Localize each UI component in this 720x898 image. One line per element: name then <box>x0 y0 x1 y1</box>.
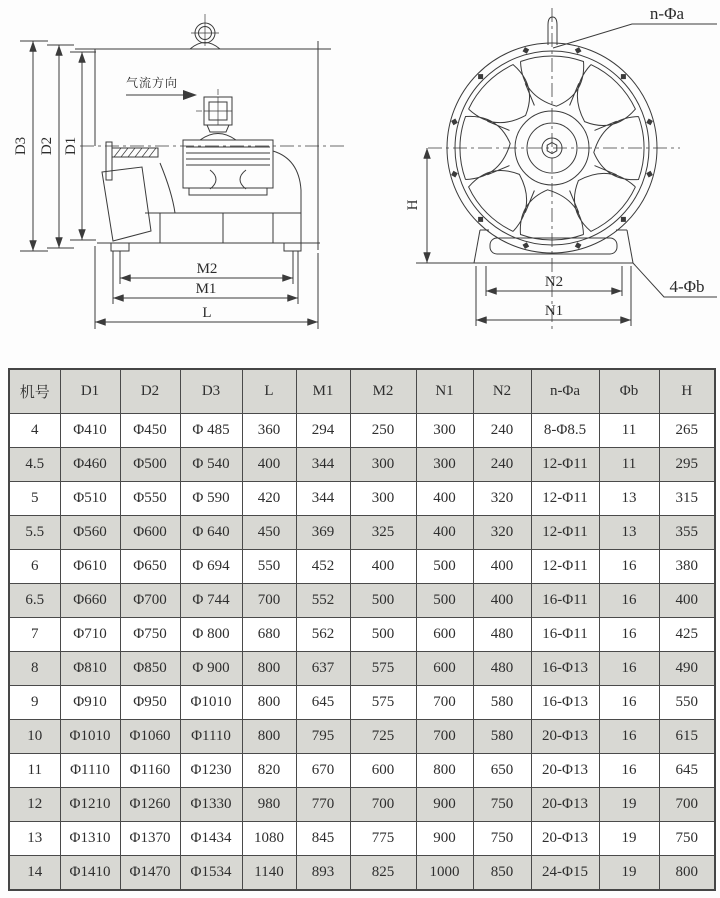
table-cell: 893 <box>296 856 350 891</box>
table-cell: 16-Φ13 <box>531 652 599 686</box>
table-cell: 750 <box>659 822 715 856</box>
airflow-arrow-icon <box>126 90 197 100</box>
motor-body <box>183 134 273 196</box>
table-cell: 575 <box>350 686 416 720</box>
table-cell: 650 <box>473 754 531 788</box>
table-cell: Φ 900 <box>180 652 242 686</box>
table-cell: 400 <box>473 584 531 618</box>
table-cell: 400 <box>416 482 473 516</box>
table-cell: Φ850 <box>120 652 180 686</box>
table-cell: 770 <box>296 788 350 822</box>
impeller-inlet <box>102 142 158 241</box>
table-cell: 9 <box>9 686 60 720</box>
table-cell: 500 <box>350 618 416 652</box>
table-cell: 16-Φ11 <box>531 584 599 618</box>
dim-label-l: L <box>202 305 212 321</box>
table-cell: 600 <box>416 652 473 686</box>
table-cell: 725 <box>350 720 416 754</box>
dim-label-m2: M2 <box>196 261 218 277</box>
table-cell: 580 <box>473 686 531 720</box>
table-cell: 645 <box>296 686 350 720</box>
bolt-hole-mark-icon <box>646 119 653 126</box>
bolt-hole-mark-icon <box>575 47 582 54</box>
spec-table <box>8 368 716 891</box>
table-cell: Φ750 <box>120 618 180 652</box>
table-cell: 850 <box>473 856 531 891</box>
table-cell: 19 <box>599 822 659 856</box>
table-cell: 420 <box>242 482 296 516</box>
table-cell: 600 <box>416 618 473 652</box>
table-cell: 400 <box>659 584 715 618</box>
table-cell: 12-Φ11 <box>531 516 599 550</box>
table-cell: 325 <box>350 516 416 550</box>
table-cell: 320 <box>473 482 531 516</box>
table-cell: 400 <box>242 448 296 482</box>
column-header: D1 <box>60 369 120 414</box>
eyebolt-icon <box>190 14 220 49</box>
table-cell: 550 <box>242 550 296 584</box>
table-cell: Φ1110 <box>60 754 120 788</box>
table-cell: 24-Φ15 <box>531 856 599 891</box>
table-cell: 6 <box>9 550 60 584</box>
spec-table-header <box>9 369 715 414</box>
column-header: M1 <box>296 369 350 414</box>
table-cell: Φ 540 <box>180 448 242 482</box>
table-cell: 450 <box>242 516 296 550</box>
junction-box <box>196 89 232 132</box>
table-cell: 300 <box>416 448 473 482</box>
table-cell: 900 <box>416 822 473 856</box>
table-cell: 11 <box>9 754 60 788</box>
table-cell: Φ1010 <box>60 720 120 754</box>
table-row <box>9 822 715 856</box>
table-cell: Φ1230 <box>180 754 242 788</box>
table-cell: 500 <box>416 550 473 584</box>
table-cell: Φ600 <box>120 516 180 550</box>
table-cell: 490 <box>659 652 715 686</box>
table-cell: 16 <box>599 584 659 618</box>
table-cell: 480 <box>473 652 531 686</box>
table-cell: 250 <box>350 414 416 448</box>
table-cell: 1080 <box>242 822 296 856</box>
dim-label-d1: D1 <box>63 136 79 156</box>
bolt-hole-mark-icon <box>621 217 626 222</box>
table-cell: 400 <box>416 516 473 550</box>
table-cell: Φ450 <box>120 414 180 448</box>
table-cell: 360 <box>242 414 296 448</box>
side-view-drawing <box>20 14 345 329</box>
table-cell: 380 <box>659 550 715 584</box>
table-cell: Φ1110 <box>180 720 242 754</box>
table-cell: 16 <box>599 652 659 686</box>
table-cell: 575 <box>350 652 416 686</box>
table-row <box>9 856 715 891</box>
table-cell: 750 <box>473 822 531 856</box>
table-cell: Φ1160 <box>120 754 180 788</box>
bolt-hole-mark-icon <box>646 171 653 178</box>
airflow-direction-label: 气流方向 <box>125 76 179 90</box>
table-cell: 240 <box>473 448 531 482</box>
bolt-circle-leader <box>553 24 717 48</box>
table-row <box>9 550 715 584</box>
table-cell: Φ 485 <box>180 414 242 448</box>
table-cell: 265 <box>659 414 715 448</box>
top-pin-icon <box>548 17 557 45</box>
table-cell: Φ 640 <box>180 516 242 550</box>
table-cell: 645 <box>659 754 715 788</box>
table-cell: 552 <box>296 584 350 618</box>
table-cell: Φ950 <box>120 686 180 720</box>
column-header: H <box>659 369 715 414</box>
table-row <box>9 516 715 550</box>
table-cell: 800 <box>242 720 296 754</box>
bolt-hole-mark-icon <box>478 74 483 79</box>
table-cell: 800 <box>659 856 715 891</box>
table-cell: 16-Φ11 <box>531 618 599 652</box>
column-header: N2 <box>473 369 531 414</box>
table-cell: 670 <box>296 754 350 788</box>
table-cell: 11 <box>599 414 659 448</box>
dim-label-n1: N1 <box>544 303 564 319</box>
table-cell: Φ1330 <box>180 788 242 822</box>
table-cell: 7 <box>9 618 60 652</box>
table-row <box>9 720 715 754</box>
table-cell: 615 <box>659 720 715 754</box>
table-row <box>9 482 715 516</box>
table-cell: 425 <box>659 618 715 652</box>
table-cell: 550 <box>659 686 715 720</box>
column-header: D2 <box>120 369 180 414</box>
table-cell: Φ460 <box>60 448 120 482</box>
table-cell: Φ 800 <box>180 618 242 652</box>
table-cell: Φ700 <box>120 584 180 618</box>
table-cell: 5.5 <box>9 516 60 550</box>
table-cell: 344 <box>296 448 350 482</box>
table-cell: Φ560 <box>60 516 120 550</box>
table-cell: Φ1410 <box>60 856 120 891</box>
bolt-hole-mark-icon <box>575 242 582 249</box>
table-cell: 300 <box>416 414 473 448</box>
dim-label-h: H <box>405 199 421 211</box>
table-cell: Φ1210 <box>60 788 120 822</box>
header-row <box>9 369 715 414</box>
table-cell: 16 <box>599 550 659 584</box>
table-cell: Φ660 <box>60 584 120 618</box>
bolt-hole-mark-icon <box>523 242 530 249</box>
table-row <box>9 618 715 652</box>
table-row <box>9 414 715 448</box>
table-cell: Φ650 <box>120 550 180 584</box>
table-cell: 795 <box>296 720 350 754</box>
table-row <box>9 584 715 618</box>
dim-label-m1: M1 <box>195 281 217 297</box>
table-cell: Φ1310 <box>60 822 120 856</box>
table-cell: Φ 590 <box>180 482 242 516</box>
table-cell: 12-Φ11 <box>531 448 599 482</box>
table-cell: Φ1470 <box>120 856 180 891</box>
table-cell: 4 <box>9 414 60 448</box>
foot-bolt-label: 4-Φb <box>669 277 705 296</box>
table-cell: 320 <box>473 516 531 550</box>
bolt-hole-mark-icon <box>621 74 626 79</box>
column-header: M2 <box>350 369 416 414</box>
table-cell: 300 <box>350 448 416 482</box>
table-cell: 6.5 <box>9 584 60 618</box>
table-cell: 12-Φ11 <box>531 482 599 516</box>
table-cell: Φ410 <box>60 414 120 448</box>
table-cell: 16 <box>599 618 659 652</box>
table-cell: 16-Φ13 <box>531 686 599 720</box>
table-cell: 14 <box>9 856 60 891</box>
table-cell: 900 <box>416 788 473 822</box>
bolt-hole-mark-icon <box>478 217 483 222</box>
table-cell: 400 <box>473 550 531 584</box>
table-cell: 13 <box>9 822 60 856</box>
table-cell: 16 <box>599 720 659 754</box>
table-cell: 12-Φ11 <box>531 550 599 584</box>
table-cell: 4.5 <box>9 448 60 482</box>
table-row <box>9 754 715 788</box>
table-cell: 369 <box>296 516 350 550</box>
table-cell: 980 <box>242 788 296 822</box>
table-cell: 20-Φ13 <box>531 822 599 856</box>
column-header: N1 <box>416 369 473 414</box>
table-row <box>9 686 715 720</box>
bolt-hole-mark-icon <box>523 47 530 54</box>
table-cell: 500 <box>350 584 416 618</box>
table-cell: 300 <box>350 482 416 516</box>
table-cell: 5 <box>9 482 60 516</box>
bolt-circle-label: n-Φa <box>649 4 685 23</box>
spec-table-body <box>9 414 715 891</box>
column-header: Φb <box>599 369 659 414</box>
table-cell: 480 <box>473 618 531 652</box>
table-cell: 775 <box>350 822 416 856</box>
table-cell: 700 <box>659 788 715 822</box>
table-cell: 355 <box>659 516 715 550</box>
table-row <box>9 788 715 822</box>
table-row <box>9 448 715 482</box>
technical-drawing <box>0 0 720 360</box>
table-cell: 295 <box>659 448 715 482</box>
table-cell: 8-Φ8.5 <box>531 414 599 448</box>
column-header: L <box>242 369 296 414</box>
table-cell: 1140 <box>242 856 296 891</box>
table-cell: 562 <box>296 618 350 652</box>
table-cell: Φ1534 <box>180 856 242 891</box>
table-cell: 13 <box>599 516 659 550</box>
table-cell: 845 <box>296 822 350 856</box>
table-cell: 10 <box>9 720 60 754</box>
table-cell: 452 <box>296 550 350 584</box>
table-cell: Φ550 <box>120 482 180 516</box>
table-cell: Φ1434 <box>180 822 242 856</box>
table-cell: Φ 694 <box>180 550 242 584</box>
table-cell: 16 <box>599 754 659 788</box>
table-cell: Φ1010 <box>180 686 242 720</box>
table-cell: Φ1260 <box>120 788 180 822</box>
table-cell: 1000 <box>416 856 473 891</box>
table-cell: 800 <box>242 686 296 720</box>
table-cell: 315 <box>659 482 715 516</box>
dim-label-n2: N2 <box>544 274 564 290</box>
table-cell: 800 <box>416 754 473 788</box>
dim-label-d2: D2 <box>39 136 55 156</box>
table-row <box>9 652 715 686</box>
table-cell: 19 <box>599 788 659 822</box>
table-cell: Φ 744 <box>180 584 242 618</box>
table-cell: 8 <box>9 652 60 686</box>
table-cell: 820 <box>242 754 296 788</box>
table-cell: 11 <box>599 448 659 482</box>
table-cell: Φ500 <box>120 448 180 482</box>
table-cell: Φ1060 <box>120 720 180 754</box>
table-cell: 580 <box>473 720 531 754</box>
table-cell: Φ810 <box>60 652 120 686</box>
table-cell: 294 <box>296 414 350 448</box>
table-cell: 750 <box>473 788 531 822</box>
table-cell: 240 <box>473 414 531 448</box>
column-header: 机号 <box>9 369 60 414</box>
table-cell: 637 <box>296 652 350 686</box>
table-cell: 20-Φ13 <box>531 720 599 754</box>
table-cell: 20-Φ13 <box>531 788 599 822</box>
table-cell: Φ610 <box>60 550 120 584</box>
table-cell: Φ1370 <box>120 822 180 856</box>
table-cell: 13 <box>599 482 659 516</box>
table-cell: Φ710 <box>60 618 120 652</box>
table-cell: 16 <box>599 686 659 720</box>
table-cell: 800 <box>242 652 296 686</box>
column-header: n-Φa <box>531 369 599 414</box>
dim-label-d3: D3 <box>13 136 29 156</box>
table-cell: 19 <box>599 856 659 891</box>
fan-base <box>474 230 633 263</box>
table-cell: 400 <box>350 550 416 584</box>
table-cell: 500 <box>416 584 473 618</box>
table-cell: 680 <box>242 618 296 652</box>
table-cell: 344 <box>296 482 350 516</box>
bolt-hole-mark-icon <box>451 119 458 126</box>
table-cell: 600 <box>350 754 416 788</box>
table-cell: 700 <box>416 686 473 720</box>
table-cell: 12 <box>9 788 60 822</box>
table-cell: 20-Φ13 <box>531 754 599 788</box>
table-cell: 700 <box>242 584 296 618</box>
bolt-hole-mark-icon <box>451 171 458 178</box>
table-cell: Φ910 <box>60 686 120 720</box>
table-cell: 700 <box>416 720 473 754</box>
table-cell: 700 <box>350 788 416 822</box>
column-header: D3 <box>180 369 242 414</box>
table-cell: 825 <box>350 856 416 891</box>
table-cell: Φ510 <box>60 482 120 516</box>
